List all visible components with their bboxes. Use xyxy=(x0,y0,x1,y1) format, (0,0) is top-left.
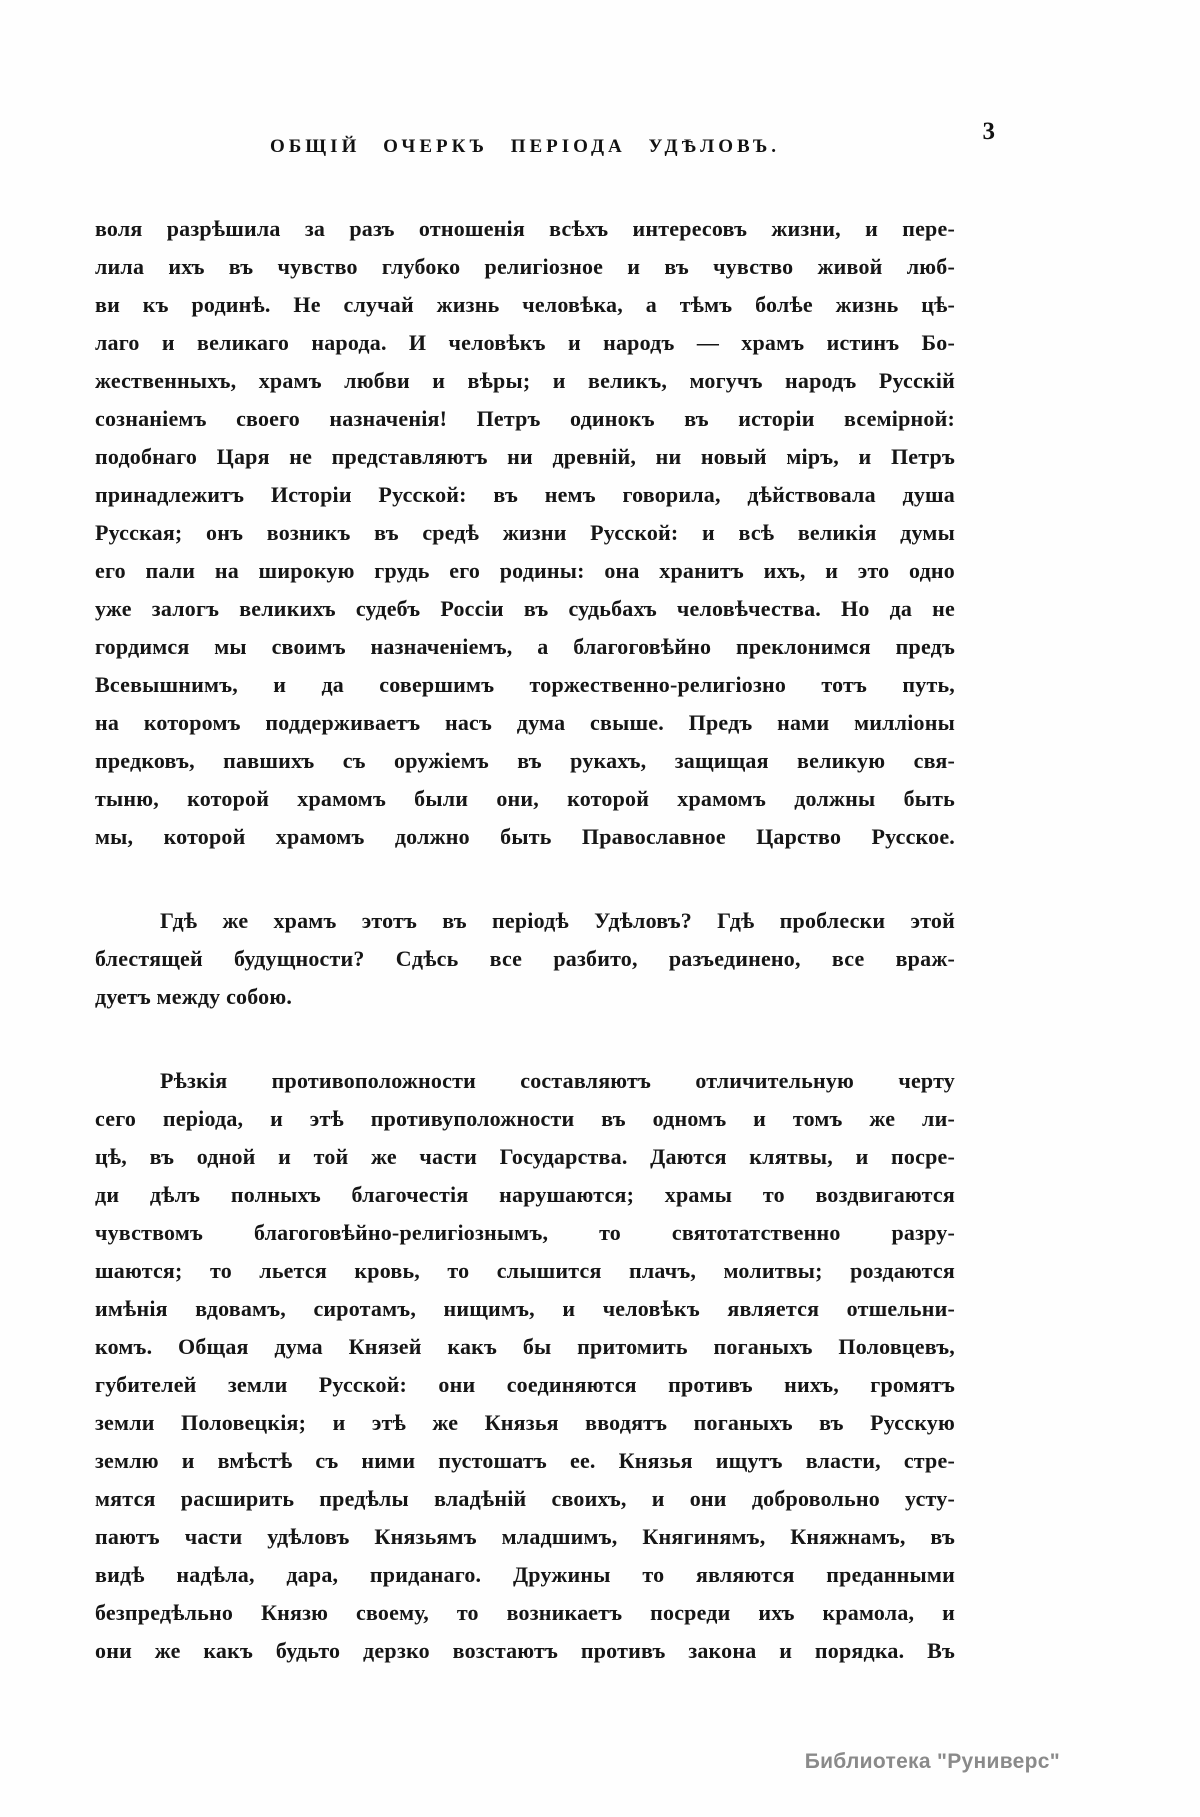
text-line: дуетъ между собою. xyxy=(95,984,293,1009)
body-text xyxy=(95,210,955,1670)
text-line: принадлежитъ Исторіи Русской: въ немъ говорила, дѣйствовала душа xyxy=(95,482,955,507)
text-line: лила ихъ въ чувство глубоко религіозное и въ чувство живой люб- xyxy=(95,254,955,279)
text-line: Всевышнимъ, и да совершимъ торжественно-религіозно тотъ путь, xyxy=(95,672,955,697)
text-line: губителей земли Русской: они соединяются противъ нихъ, громятъ xyxy=(95,1372,955,1397)
text-line: предковъ, павшихъ съ оружіемъ въ рукахъ, защищая великую свя- xyxy=(95,748,955,773)
text-line: имѣнія вдовамъ, сиротамъ, нищимъ, и человѣкъ является отшельни- xyxy=(95,1296,955,1321)
text-line: тыню, которой храмомъ были они, которой храмомъ должны быть xyxy=(95,786,955,811)
text-line: воля разрѣшила за разъ отношенія всѣхъ интересовъ жизни, и пере- xyxy=(95,216,955,241)
text-line: гордимся мы своимъ назначеніемъ, а благоговѣйно преклонимся предъ xyxy=(95,634,955,659)
text-line: шаются; то льется кровь, то слышится плачъ, молитвы; роздаются xyxy=(95,1258,955,1283)
text-line: цѣ, въ одной и той же части Государства. Даются клятвы, и посре- xyxy=(95,1144,955,1169)
page-number: 3 xyxy=(982,118,995,145)
page-header-title: ОБЩІЙ ОЧЕРКЪ ПЕРІОДА УДѢЛОВЪ. xyxy=(269,136,781,157)
text-line: его пали на широкую грудь его родины: она хранитъ ихъ, и это одно xyxy=(95,558,955,583)
text-line: они же какъ будьто дерзко возстаютъ противъ закона и порядка. Въ xyxy=(95,1638,955,1663)
library-watermark: Библиотека "Руниверс" xyxy=(804,1750,1060,1773)
text-line: сего періода, и этѣ противуположности въ одномъ и томъ же ли- xyxy=(95,1106,955,1131)
text-line: подобнаго Царя не представляютъ ни древній, ни новый міръ, и Петръ xyxy=(95,444,955,469)
running-header xyxy=(95,118,995,172)
text-line: чувствомъ благоговѣйно-религіознымъ, то святотатственно разру- xyxy=(95,1220,955,1245)
paragraph-2 xyxy=(95,902,955,1016)
text-line: жественныхъ, храмъ любви и вѣры; и великъ, могучъ народъ Русскій xyxy=(95,368,955,393)
text-line: на которомъ поддерживаетъ насъ дума свыше. Предъ нами милліоны xyxy=(95,710,955,735)
text-line: блестящей будущности? Сдѣсь все разбито, разъединено, все враж- xyxy=(95,946,955,971)
text-line: Русская; онъ возникъ въ средѣ жизни Русской: и всѣ великія думы xyxy=(95,520,955,545)
text-line: видѣ надѣла, дара, приданаго. Дружины то являются преданными xyxy=(95,1562,955,1587)
text-line: Гдѣ же храмъ этотъ въ періодѣ Удѣловъ? Гдѣ проблески этой xyxy=(160,908,955,933)
paragraph-1 xyxy=(95,210,955,856)
text-line: мятся расширить предѣлы владѣній своихъ, и они добровольно усту- xyxy=(95,1486,955,1511)
text-line: лаго и великаго народа. И человѣкъ и народъ — храмъ истинъ Бо- xyxy=(95,330,955,355)
text-line: мы, которой храмомъ должно быть Православное Царство Русское. xyxy=(95,824,955,849)
text-line: паютъ части удѣловъ Князьямъ младшимъ, Княгинямъ, Княжнамъ, въ xyxy=(95,1524,955,1549)
text-line: Рѣзкія противоположности составляютъ отличительную черту xyxy=(160,1068,955,1093)
paragraph-3 xyxy=(95,1062,955,1670)
text-line: ди дѣлъ полныхъ благочестія нарушаются; храмы то воздвигаются xyxy=(95,1182,955,1207)
text-line: комъ. Общая дума Князей какъ бы притомить поганыхъ Половцевъ, xyxy=(95,1334,955,1359)
text-line: уже залогъ великихъ судебъ Россіи въ судьбахъ человѣчества. Но да не xyxy=(95,596,955,621)
text-line: земли Половецкія; и этѣ же Князья вводятъ поганыхъ въ Русскую xyxy=(95,1410,955,1435)
text-line: землю и вмѣстѣ съ ними пустошатъ ее. Князья ищутъ власти, стре- xyxy=(95,1448,955,1473)
text-line: ви къ родинѣ. Не случай жизнь человѣка, а тѣмъ болѣе жизнь цѣ- xyxy=(95,292,955,317)
text-line: сознаніемъ своего назначенія! Петръ одинокъ въ исторіи всемірной: xyxy=(95,406,955,431)
text-line: безпредѣльно Князю своему, то возникаетъ посреди ихъ крамола, и xyxy=(95,1600,955,1625)
